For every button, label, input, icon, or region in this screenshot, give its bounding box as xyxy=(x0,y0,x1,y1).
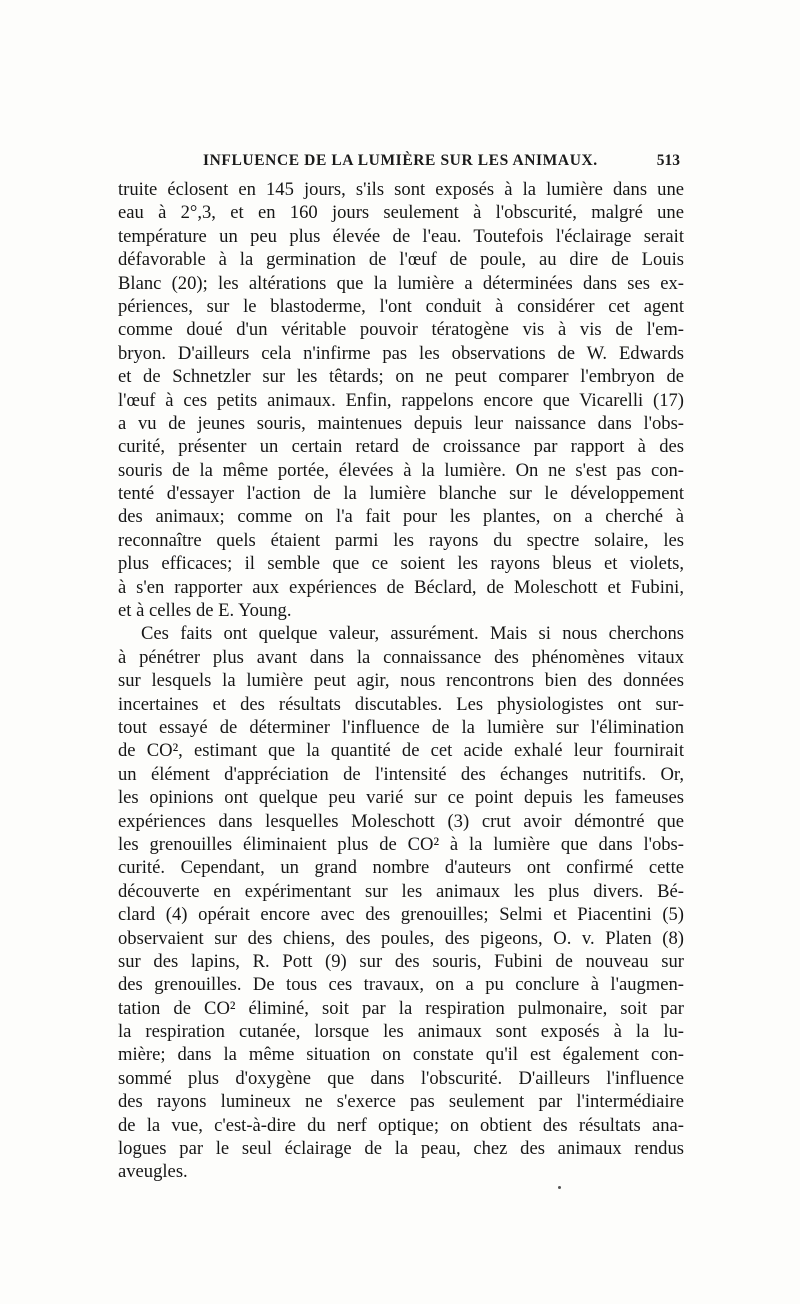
text-line: incertaines et des résultats discutables. Les physiologistes ont sur- xyxy=(118,693,684,715)
text-line: expériences dans lesquelles Moleschott (3) crut avoir démontré que xyxy=(118,810,684,832)
text-line: température un peu plus élevée de l'eau. Toutefois l'éclairage serait xyxy=(118,225,684,247)
text-line: tenté d'essayer l'action de la lumière blanche sur le développement xyxy=(118,483,684,505)
text-line: l'œuf à ces petits animaux. Enfin, rappelons encore que Vicarelli (17) xyxy=(118,389,684,411)
text-line: de CO², estimant que la quantité de cet acide exhalé leur fournirait xyxy=(118,740,684,762)
text-line: curité, présenter un certain retard de croissance par rapport à des xyxy=(118,436,684,458)
text-line: curité. Cependant, un grand nombre d'auteurs ont confirmé cette xyxy=(118,857,684,879)
text-line: à s'en rapporter aux expériences de Béclard, de Moleschott et Fubini, xyxy=(118,576,684,598)
text-line: défavorable à la germination de l'œuf de poule, au dire de Louis xyxy=(118,249,684,271)
text-line: tation de CO² éliminé, soit par la respiration pulmonaire, soit par xyxy=(118,997,684,1019)
text-line: et de Schnetzler sur les têtards; on ne peut comparer l'embryon de xyxy=(118,366,684,388)
text-line: périences, sur le blastoderme, l'ont conduit à considérer cet agent xyxy=(118,295,684,317)
paragraph-last-line: aveugles. xyxy=(118,1161,188,1183)
text-line: souris de la même portée, élevées à la lumière. On ne s'est pas con- xyxy=(118,459,684,481)
print-speck xyxy=(558,1186,561,1189)
text-line: plus efficaces; il semble que ce soient les rayons bleus et violets, xyxy=(118,553,684,575)
text-line: découverte en expérimentant sur les animaux les plus divers. Bé- xyxy=(118,880,684,902)
text-line: eau à 2°,3, et en 160 jours seulement à l'obscurité, malgré une xyxy=(118,202,684,224)
text-line: sommé plus d'oxygène que dans l'obscurité. D'ailleurs l'influence xyxy=(118,1067,684,1089)
text-line: des rayons lumineux ne s'exerce pas seulement par l'intermédiaire xyxy=(118,1091,684,1113)
text-line: sur lesquels la lumière peut agir, nous rencontrons bien des données xyxy=(118,670,684,692)
text-line: a vu de jeunes souris, maintenues depuis leur naissance dans l'obs- xyxy=(118,412,684,434)
text-line: bryon. D'ailleurs cela n'infirme pas les observations de W. Edwards xyxy=(118,342,684,364)
text-line: des animaux; comme on l'a fait pour les plantes, on a cherché à xyxy=(118,506,684,528)
text-line: observaient sur des chiens, des poules, des pigeons, O. v. Platen (8) xyxy=(118,927,684,949)
paragraph-last-line: et à celles de E. Young. xyxy=(118,600,292,622)
paragraph-first-line: Ces faits ont quelque valeur, assurément. Mais si nous cherchons xyxy=(141,623,684,645)
text-line: mière; dans la même situation on constate qu'il est également con- xyxy=(118,1044,684,1066)
text-line: tout essayé de déterminer l'influence de la lumière sur l'élimination xyxy=(118,716,684,738)
text-line: les opinions ont quelque peu varié sur ce point depuis les fameuses xyxy=(118,787,684,809)
text-line: un élément d'appréciation de l'intensité des échanges nutritifs. Or, xyxy=(118,763,684,785)
text-line: clard (4) opérait encore avec des grenouilles; Selmi et Piacentini (5) xyxy=(118,904,684,926)
text-line: la respiration cutanée, lorsque les animaux sont exposés à la lu- xyxy=(118,1021,684,1043)
text-line: de la vue, c'est-à-dire du nerf optique; on obtient des résultats ana- xyxy=(118,1114,684,1136)
running-head-title: INFLUENCE DE LA LUMIÈRE SUR LES ANIMAUX. xyxy=(203,152,598,169)
text-line: des grenouilles. De tous ces travaux, on a pu conclure à l'augmen- xyxy=(118,974,684,996)
text-line: reconnaître quels étaient parmi les rayons du spectre solaire, les xyxy=(118,529,684,551)
text-line: sur des lapins, R. Pott (9) sur des souris, Fubini de nouveau sur xyxy=(118,950,684,972)
text-line: truite éclosent en 145 jours, s'ils sont exposés à la lumière dans une xyxy=(118,179,684,200)
running-head xyxy=(118,152,680,176)
text-line: Blanc (20); les altérations que la lumière a déterminées dans ses ex- xyxy=(118,272,684,294)
text-line: logues par le seul éclairage de la peau, chez des animaux rendus xyxy=(118,1138,684,1160)
page-number: 513 xyxy=(656,152,680,169)
text-line: à pénétrer plus avant dans la connaissance des phénomènes vitaux xyxy=(118,646,684,668)
text-line: comme doué d'un véritable pouvoir tératogène vis à vis de l'em- xyxy=(118,319,684,341)
text-line: les grenouilles éliminaient plus de CO² à la lumière que dans l'obs- xyxy=(118,833,684,855)
body-text xyxy=(118,178,684,1184)
